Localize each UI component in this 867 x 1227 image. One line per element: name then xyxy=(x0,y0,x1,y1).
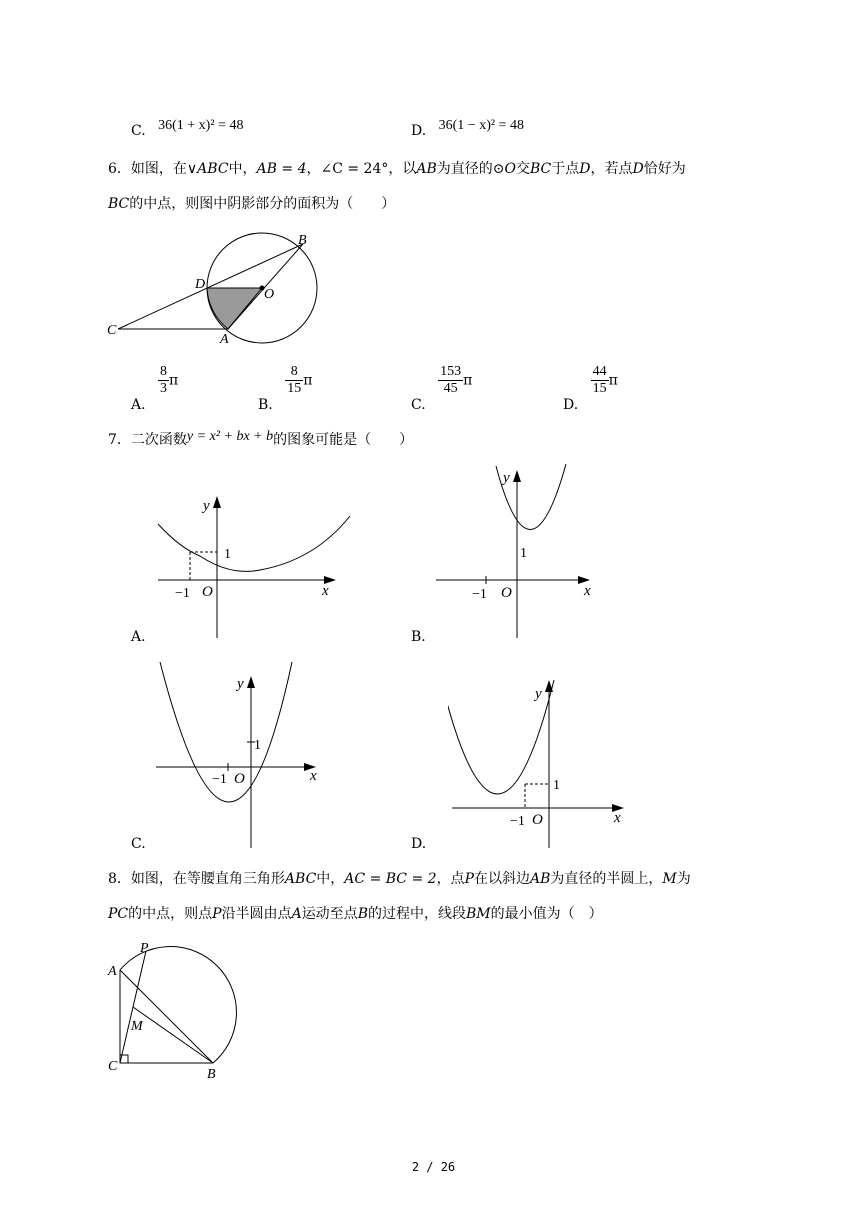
label-1: 1 xyxy=(224,547,231,562)
q8-stem-line1 xyxy=(108,870,691,888)
q8-text: 在以斜边 xyxy=(473,871,530,887)
option-label: D. xyxy=(411,123,427,139)
numerator: 44 xyxy=(592,364,607,379)
q6-label-c: C xyxy=(107,323,117,338)
q6-ab: AB xyxy=(416,161,437,177)
option-label: A. xyxy=(131,396,146,413)
label-y: y xyxy=(503,470,510,486)
q8-text: 为 xyxy=(676,871,691,887)
q6-text: 于点 xyxy=(551,161,580,177)
q6-angle: ∠C = 24° xyxy=(320,161,389,177)
q5-option-d-expr: 36(1 − x)² = 48 xyxy=(438,118,524,133)
q6-shaded-sector xyxy=(207,288,262,329)
denominator: 15 xyxy=(592,381,607,396)
q8-text: 为直径的半圆上， xyxy=(550,871,663,887)
label-y: y xyxy=(237,676,244,692)
q6-bc: BC xyxy=(530,161,552,177)
q7-stem xyxy=(108,431,413,450)
q6-bc: BC xyxy=(108,196,130,212)
q8-label-b: B xyxy=(207,1067,216,1082)
q7-graph-d xyxy=(448,674,628,850)
parabola xyxy=(158,516,350,571)
q8-semicircle xyxy=(120,947,236,1063)
q6-text: 为直径的 xyxy=(436,161,493,177)
q8-text: 8．如图，在等腰直角三角形 xyxy=(108,871,285,887)
q6-text: ，以 xyxy=(388,161,417,177)
q8-text: 运动至点 xyxy=(301,906,358,922)
q8-label-m: M xyxy=(131,1019,143,1034)
q7-graph-b xyxy=(430,464,610,640)
label-1: 1 xyxy=(553,778,560,793)
denominator: 15 xyxy=(287,381,302,396)
q6-option-a xyxy=(131,364,179,413)
q8-line-mb xyxy=(133,1007,213,1063)
q6-text: 6．如图，在 xyxy=(108,161,187,177)
y-axis-arrow-icon xyxy=(247,676,255,688)
q6-text: 的中点，则图中阴影部分的面积为（ ） xyxy=(129,196,396,212)
q6-stem-line2 xyxy=(108,195,395,213)
pi: π xyxy=(169,372,179,389)
label-o: O xyxy=(202,584,213,600)
q8-text: 的中点，则点 xyxy=(128,906,213,922)
label-neg1: −1 xyxy=(212,772,227,787)
q8-point-a: A xyxy=(291,906,302,922)
label-neg1: −1 xyxy=(175,586,190,601)
q8-label-p: P xyxy=(140,941,149,956)
q6-label-d: D xyxy=(195,277,206,292)
q7-expr: y = x² + bx + b xyxy=(186,429,274,444)
q7-option-c: C. xyxy=(131,836,146,852)
q5-option-d xyxy=(411,118,524,141)
label-y: y xyxy=(535,686,542,702)
option-label: C. xyxy=(411,396,426,413)
label-x: x xyxy=(614,810,621,826)
q6-option-d xyxy=(563,364,618,413)
q5-option-c-expr: 36(1 + x)² = 48 xyxy=(158,118,244,133)
q8-figure xyxy=(100,938,250,1084)
q6-text: ， xyxy=(306,161,321,177)
option-label: D. xyxy=(563,396,579,413)
fraction xyxy=(158,364,169,397)
q8-bm: BM xyxy=(465,906,491,922)
q8-point-m: M xyxy=(662,871,677,887)
q6-stem-line1 xyxy=(108,160,686,178)
q8-ab: AB xyxy=(529,871,551,887)
q7-text: 7．二次函数 xyxy=(108,432,187,448)
label-o: O xyxy=(234,771,245,787)
q5-option-c xyxy=(131,118,244,141)
q6-text: ，若点 xyxy=(590,161,633,177)
q8-text: ，点 xyxy=(436,871,465,887)
q7-option-b: B. xyxy=(411,629,426,645)
option-label: B. xyxy=(258,396,273,413)
q6-text: 恰好为 xyxy=(643,161,686,177)
label-neg1: −1 xyxy=(510,814,525,829)
q6-point-d: D xyxy=(632,161,644,177)
q7-graph-c xyxy=(150,660,330,850)
q7-option-d: D. xyxy=(411,836,427,852)
q6-option-b xyxy=(258,364,313,413)
numerator: 8 xyxy=(160,364,168,379)
option-label: C. xyxy=(131,123,146,139)
q8-label-a: A xyxy=(108,964,117,979)
label-y: y xyxy=(203,498,210,514)
fraction xyxy=(285,364,303,397)
q6-label-o: O xyxy=(264,287,275,302)
q8-text: 中， xyxy=(316,871,345,887)
label-x: x xyxy=(322,583,329,599)
q8-pc: PC xyxy=(108,906,129,922)
numerator: 8 xyxy=(285,364,303,381)
label-neg1: −1 xyxy=(472,587,487,602)
y-axis-arrow-icon xyxy=(513,470,521,482)
fraction xyxy=(591,364,609,397)
q6-figure xyxy=(100,226,330,350)
q8-point-p: P xyxy=(212,906,222,922)
q6-text: 交 xyxy=(516,161,530,177)
q8-point-p: P xyxy=(464,871,474,887)
label-x: x xyxy=(584,583,591,599)
q6-option-c xyxy=(411,364,473,413)
q8-abc: ABC xyxy=(284,871,317,887)
q6-line-cb xyxy=(118,244,303,329)
denominator: 45 xyxy=(443,381,458,396)
pi: π xyxy=(608,372,618,389)
q8-eq: AC = BC = 2 xyxy=(344,871,437,887)
q8-point-b: B xyxy=(357,906,368,922)
label-1: 1 xyxy=(254,738,261,753)
pi: π xyxy=(303,372,313,389)
label-o: O xyxy=(532,812,543,828)
q6-circle-o: ⊙O xyxy=(492,161,516,177)
q6-ab-eq: AB = 4 xyxy=(256,161,307,177)
label-1: 1 xyxy=(520,546,527,561)
q6-label-a: A xyxy=(220,332,229,347)
q6-label-b: B xyxy=(298,233,307,248)
denominator: 3 xyxy=(160,381,168,396)
page-number: 2 / 26 xyxy=(411,1160,456,1174)
label-x: x xyxy=(310,768,317,784)
q7-option-a: A. xyxy=(131,629,146,645)
fraction xyxy=(438,364,463,397)
pi: π xyxy=(463,372,473,389)
y-axis-arrow-icon xyxy=(213,496,221,508)
q8-text: 的最小值为（ ） xyxy=(490,906,603,922)
q7-graph-a xyxy=(150,490,360,640)
q8-label-c: C xyxy=(108,1059,118,1074)
numerator: 153 xyxy=(440,364,462,379)
q6-text: 中， xyxy=(228,161,257,177)
q8-text: 的过程中，线段 xyxy=(367,906,466,922)
q7-text: 的图象可能是（ ） xyxy=(273,432,414,448)
q6-point-d: D xyxy=(579,161,591,177)
q8-line-ab xyxy=(120,970,213,1063)
q8-text: 沿半圆由点 xyxy=(221,906,292,922)
q6-triangle: ∨ABC xyxy=(186,161,229,177)
label-o: O xyxy=(501,585,512,601)
q8-stem-line2 xyxy=(108,905,603,923)
